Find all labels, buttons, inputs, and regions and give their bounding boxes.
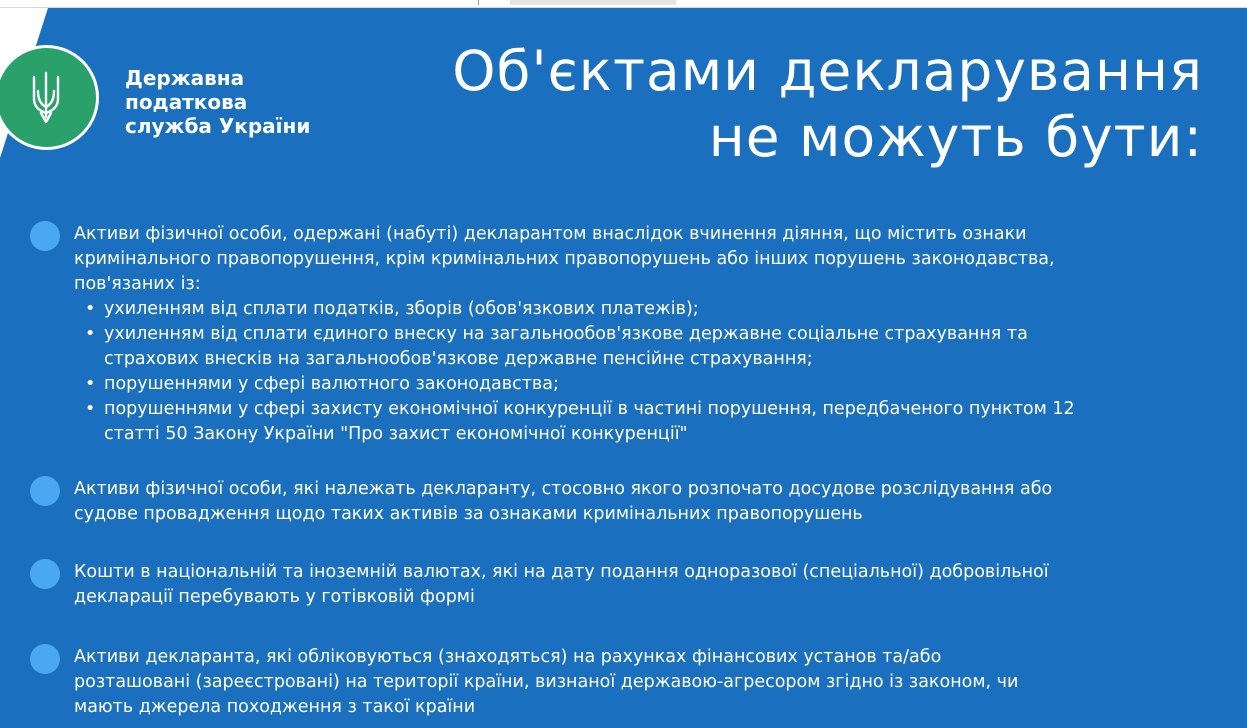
sub-bullet: • (85, 299, 96, 319)
slide (0, 8, 1247, 728)
text-line: розташовані (зареєстровані) на території країни, визнаної державою-агресором згідно із законом, чи (74, 672, 1019, 692)
text-line: порушеннями у сфері захисту економічної конкуренції в частині порушення, передбаченого пунктом 12 (104, 399, 1075, 419)
sub-list-item (74, 322, 1239, 372)
sub-bullet: • (85, 374, 96, 394)
bullet-dot (30, 559, 60, 589)
logo-badge (0, 48, 96, 147)
org-name-line: служба України (125, 114, 311, 138)
text-line: статті 50 Закону України "Про захист економічної конкуренції" (104, 424, 688, 444)
top-bar-tick (478, 0, 479, 5)
org-name-line: Державна (125, 66, 245, 90)
bullet-dot (30, 644, 60, 674)
logo (0, 45, 99, 150)
text-line: страхових внесків на загальнообов'язкове державне пенсійне страхування; (104, 349, 813, 369)
text-line: судове провадження щодо таких активів за ознаками кримінальних правопорушень (74, 504, 863, 524)
page-title (343, 38, 1203, 170)
list-item-text (74, 477, 1239, 527)
bullet-dot (30, 221, 60, 251)
sub-list-item (74, 372, 1239, 397)
sub-list-item (74, 397, 1239, 447)
text-line: мають джерела походження з такої країни (74, 697, 476, 717)
text-line: пов'язаних із: (74, 274, 201, 294)
sub-bullet: • (85, 399, 96, 419)
org-name-line: податкова (125, 90, 248, 114)
text-line: Кошти в національній та іноземній валютах, які на дату подання одноразової (спеціальної) добровільної (74, 562, 1049, 582)
bullet-dot (30, 476, 60, 506)
list-item-text (74, 645, 1239, 720)
text-line: порушеннями у сфері валютного законодавства; (104, 374, 559, 394)
text-line: декларації перебувають у готівковій формі (74, 587, 475, 607)
text-line: ухиленням від сплати єдиного внеску на загальнообов'язкове державне соціальне страхування та (104, 324, 1028, 344)
organization-name (125, 66, 365, 138)
top-bar-tab[interactable] (510, 0, 676, 5)
title-line: Об'єктами декларування (452, 39, 1203, 103)
text-line: Активи фізичної особи, які належать декларанту, стосовно якого розпочато досудове розслідування або (74, 479, 1053, 499)
list-item-text (74, 560, 1239, 610)
text-line: Активи декларанта, які обліковуються (знаходяться) на рахунках фінансових установ та/або (74, 647, 942, 667)
text-line: Активи фізичної особи, одержані (набуті) декларантом внаслідок вчинення діяння, що містить ознаки (74, 224, 1027, 244)
text-line: кримінального правопорушення, крім кримінальних правопорушень або інших порушень законодавства, (74, 249, 1055, 269)
trident-icon (29, 69, 63, 125)
sub-list-item (74, 297, 1239, 322)
sub-bullet: • (85, 324, 96, 344)
title-line: не можуть бути: (708, 105, 1203, 169)
text-line: ухиленням від сплати податків, зборів (обов'язкових платежів); (104, 299, 699, 319)
list-item-text (74, 222, 1239, 447)
window-top-bar (0, 0, 1247, 8)
